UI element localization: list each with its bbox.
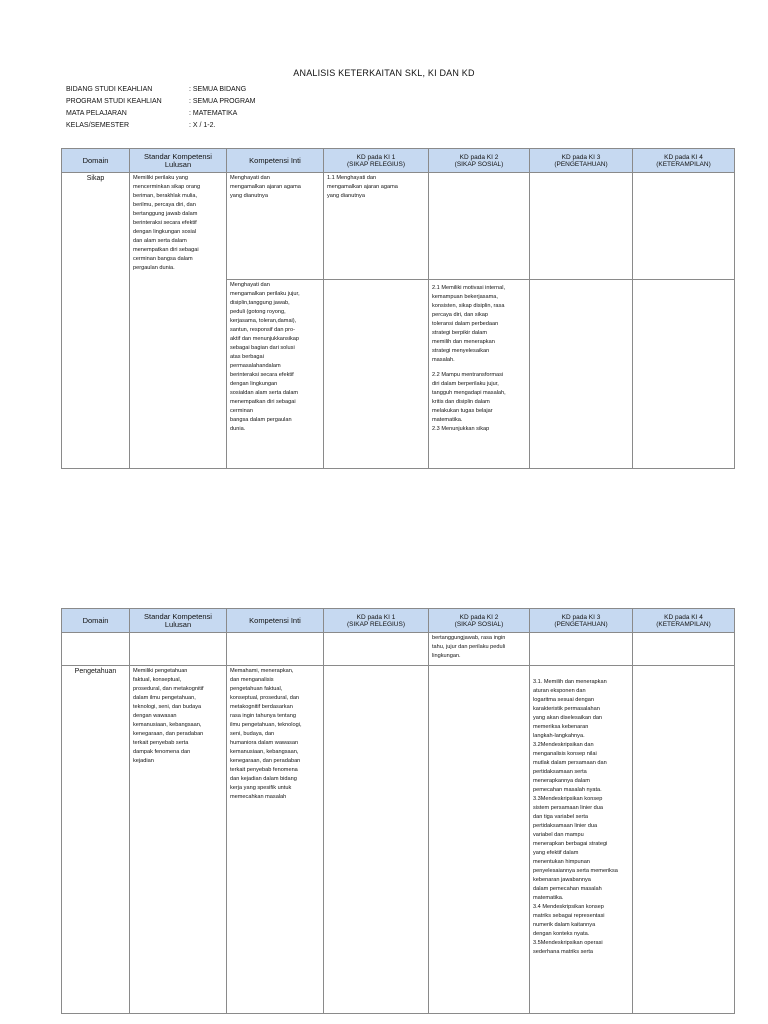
skl-cell: Memiliki perilaku yang mencerminkan sikap orang beriman, berakhlak mulia, berilmu, percaya diri, dan bertanggung jawab dalam berinteraksi secara efektif dengan lingkungan sosial dan alam serta dalam menempatkan diri sebagai cerminan bangsa dalam pergaulan dunia. — [130, 173, 227, 469]
table-row — [62, 633, 735, 666]
meta-value: : X / 1-2. — [189, 122, 216, 129]
analysis-table-1 — [61, 148, 735, 469]
kd4-cell — [633, 633, 735, 666]
domain-cell — [62, 633, 130, 666]
table-row — [62, 666, 735, 1014]
header-domain: Domain — [62, 149, 130, 173]
skl-cell — [130, 633, 227, 666]
meta-key: KELAS/SEMESTER — [66, 122, 130, 129]
kd2-cell: bertanggungjawab, rasa ingin tahu, jujur dan perilaku peduli lingkungan. — [429, 633, 530, 666]
header-kd4: KD pada KI 4 (KETERAMPILAN) — [633, 609, 735, 633]
meta-key: MATA PELAJARAN — [66, 110, 127, 117]
header-skl: Standar Kompetensi Lulusan — [130, 149, 227, 173]
kd4-cell — [633, 173, 735, 280]
kd2-item: 2.1 Memiliki motivasi internal, kemampuan bekerjasama, konsisten, sikap disiplin, rasa percaya diri, dan sikap toleransi dalam perbedaan strategi berpikir dalam memilih dan menerapkan strategi menyelesaikan masalah. — [432, 285, 506, 363]
kd2-cell — [429, 280, 530, 469]
kd4-cell — [633, 280, 735, 469]
kd3-cell — [530, 633, 633, 666]
skl-cell: Memiliki pengetahuan faktual, konseptual, prosedural, dan metakognitif dalam ilmu pengetahuan, teknologi, seni, dan budaya dengan wawasan kemanusiaan, kebangsaan, kenegaraan, dan peradaban terkait penyebab serta dampak fenomena dan kejadian — [130, 666, 227, 1014]
ki-cell — [227, 633, 324, 666]
table-header-row — [62, 609, 735, 633]
kd3-cell — [530, 280, 633, 469]
kd1-cell — [324, 280, 429, 469]
ki-cell: Menghayati dan mengamalkan ajaran agama yang dianutnya — [227, 173, 324, 280]
kd2-cell — [429, 666, 530, 1014]
header-ki: Kompetensi Inti — [227, 609, 324, 633]
header-skl: Standar Kompetensi Lulusan — [130, 609, 227, 633]
header-kd4: KD pada KI 4 (KETERAMPILAN) — [633, 149, 735, 173]
header-kd1: KD pada KI 1 (SIKAP RELEGIUS) — [324, 149, 429, 173]
table-row — [62, 173, 735, 280]
kd1-cell — [324, 633, 429, 666]
header-domain: Domain — [62, 609, 130, 633]
ki-cell: Memahami, menerapkan, dan menganalisis pengetahuan faktual, konseptual, prosedural, dan metakognitif berdasarkan rasa ingin tahunya tentang ilmu pengetahuan, teknologi, seni, budaya, dan humaniora dalam wawasan kemanusiaan, kebangsaan, kenegaraan, dan peradaban terkait penyebab fenomena dan kejadian dalam bidang kerja yang spesifik untuk memecahkan masalah — [227, 666, 324, 1014]
kd3-cell: 3.1. Memilih dan menerapkan aturan eksponen dan logaritma sesuai dengan karakteristik permasalahan yang akan diselesaikan dan memeriksa kebenaran langkah-langkahnya. 3.2Mendeskripsikan dan menganalisis konsep nilai mutlak dalam persamaan dan pertidaksamaan serta menerapkannya dalam pemecahan masalah nyata. 3.3Mendeskripsikan konsep sistem persamaan linier dua dan tiga variabel serta pertidaksamaan linier dua variabel dan mampu menerapkan berbagai strategi yang efektif dalam menentukan himpunan penyelesaiannya serta memeriksa kebenaran jawabannya dalam pemecahan masalah matematika. 3.4 Mendeskripsikan konsep matriks sebagai representasi numerik dalam kaitannya dengan konteks nyata. 3.5Mendeskripsikan operasi sederhana matriks serta — [530, 666, 633, 1014]
meta-value: : SEMUA PROGRAM — [189, 98, 256, 105]
document-title: ANALISIS KETERKAITAN SKL, KI DAN KD — [293, 68, 475, 78]
domain-cell: Sikap — [62, 173, 130, 469]
header-kd2: KD pada KI 2 (SIKAP SOSIAL) — [429, 149, 530, 173]
table-header-row — [62, 149, 735, 173]
meta-key: BIDANG STUDI KEAHLIAN — [66, 86, 153, 93]
meta-value: : MATEMATIKA — [189, 110, 238, 117]
kd1-cell: 1.1 Menghayati dan mengamalkan ajaran agama yang dianutnya — [324, 173, 429, 280]
kd3-cell — [530, 173, 633, 280]
header-kd3: KD pada KI 3 (PENGETAHUAN) — [530, 609, 633, 633]
header-kd1: KD pada KI 1 (SIKAP RELEGIUS) — [324, 609, 429, 633]
meta-value: : SEMUA BIDANG — [189, 86, 247, 93]
header-kd2: KD pada KI 2 (SIKAP SOSIAL) — [429, 609, 530, 633]
kd2-item: 2.3 Menunjukkan sikap — [432, 426, 490, 432]
ki-cell: Menghayati dan mengamalkan perilaku jujur, disiplin,tanggung jawab, peduli (gotong royong, kerjasama, toleran,damai), santun, responsif dan pro- aktif dan menunjukkansikap sebagai bagian dari solusi atas berbagai permasalahandalam berinteraksi secara efektif dengan lingkungan sosialdan alam serta dalam menempatkan diri sebagai cerminan bangsa dalam pergaulan dunia. — [227, 280, 324, 469]
analysis-table-2 — [61, 608, 735, 1014]
kd1-cell — [324, 666, 429, 1014]
header-ki: Kompetensi Inti — [227, 149, 324, 173]
meta-key: PROGRAM STUDI KEAHLIAN — [66, 98, 162, 105]
kd4-cell — [633, 666, 735, 1014]
kd2-item: 2.2 Mampu mentransformasi diri dalam berperilaku jujur, tangguh mengadapi masalah, kritis dan disiplin dalam melakukan tugas belajar matematika. — [432, 372, 506, 423]
domain-cell: Pengetahuan — [62, 666, 130, 1014]
header-kd3: KD pada KI 3 (PENGETAHUAN) — [530, 149, 633, 173]
kd2-cell — [429, 173, 530, 280]
